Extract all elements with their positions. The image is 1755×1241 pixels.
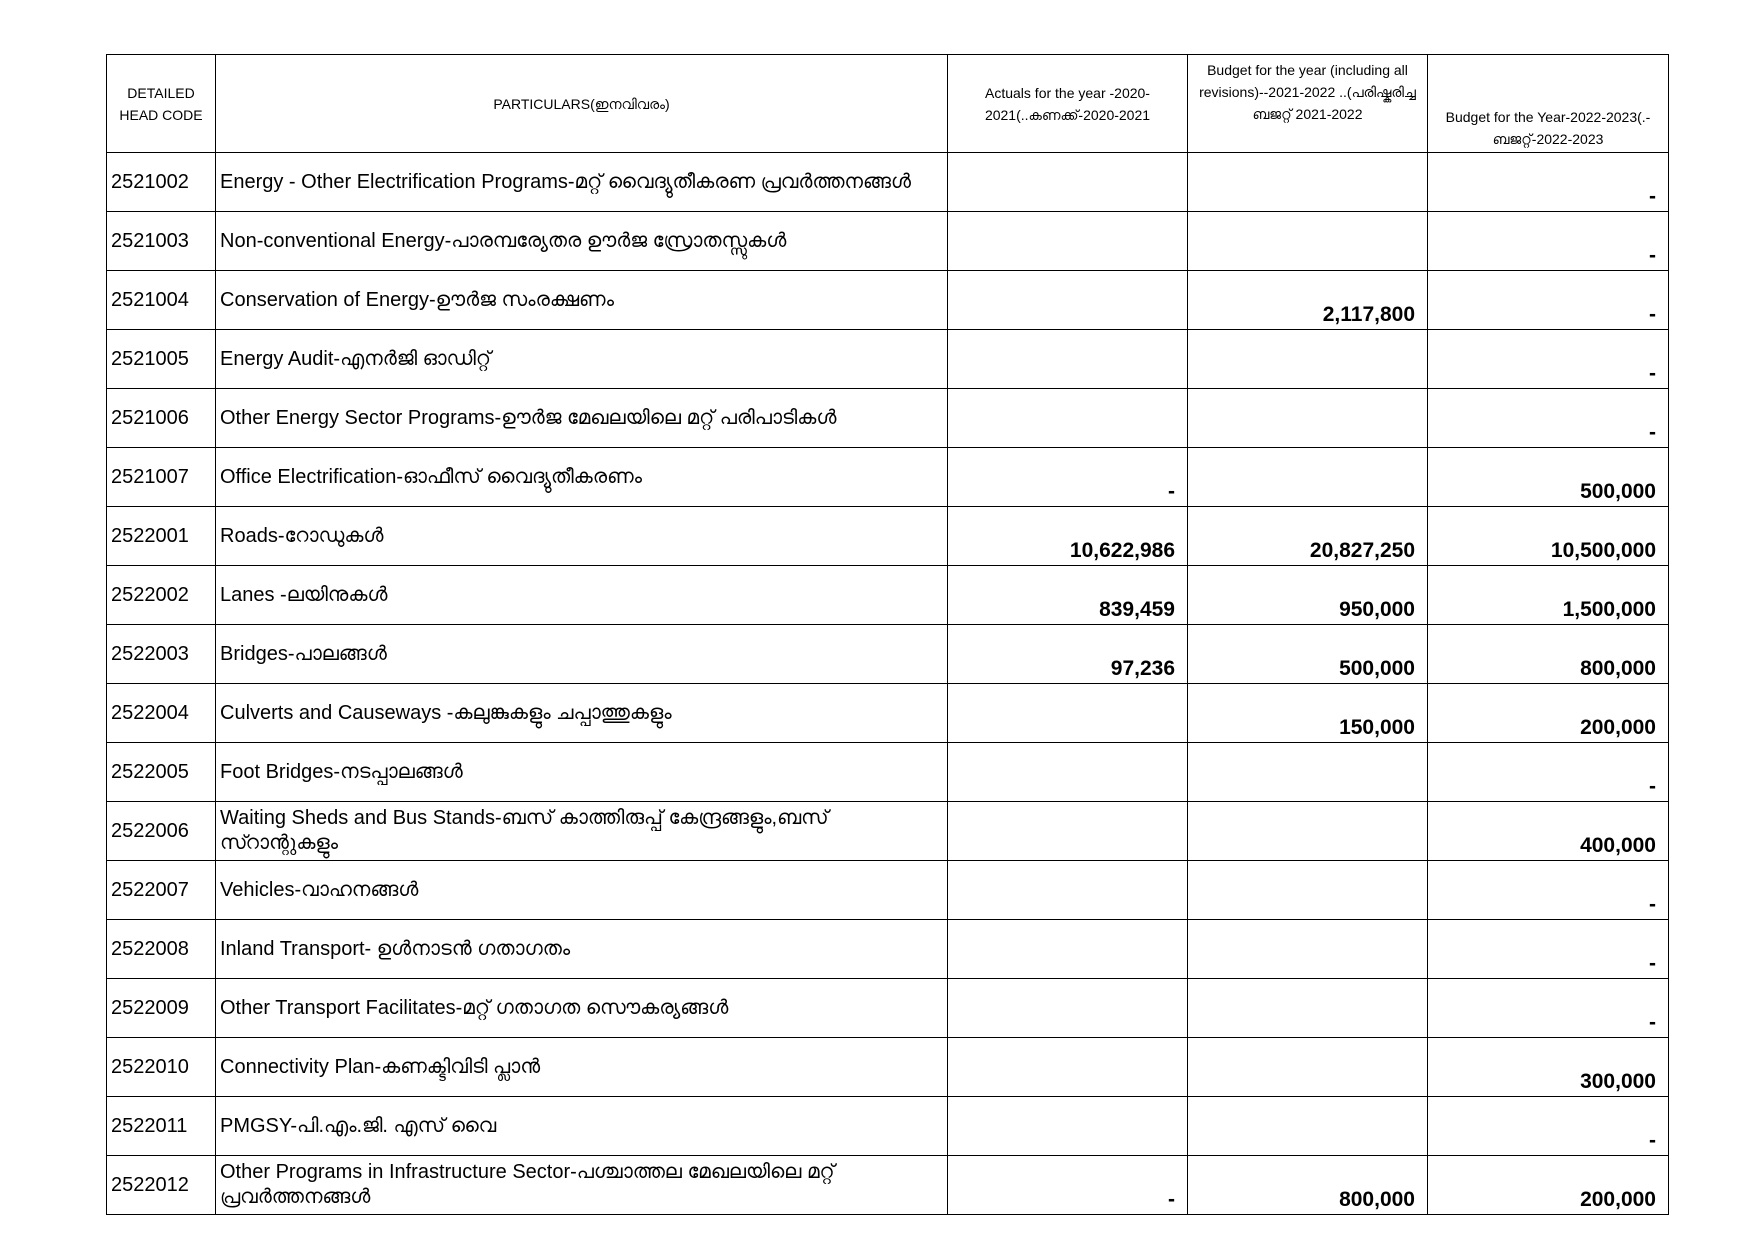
- head-code: 2522008: [107, 920, 216, 979]
- head-code: 2522012: [107, 1156, 216, 1215]
- head-code: 2521002: [107, 153, 216, 212]
- head-code: 2522002: [107, 566, 216, 625]
- table-row: [107, 330, 1669, 389]
- actuals-value: [948, 979, 1188, 1038]
- head-code: 2522003: [107, 625, 216, 684]
- head-code: 2521003: [107, 212, 216, 271]
- head-code: 2522005: [107, 743, 216, 802]
- particulars: Roads-റോഡുകൾ: [216, 507, 948, 566]
- budget-value: 800,000: [1428, 625, 1669, 684]
- budget-value: -: [1428, 153, 1669, 212]
- budget-value: 1,500,000: [1428, 566, 1669, 625]
- head-code: 2521004: [107, 271, 216, 330]
- particulars: Non-conventional Energy-പാരമ്പര്യേതര ഊർജ സ്രോതസ്സുകൾ: [216, 212, 948, 271]
- budget-value: -: [1428, 212, 1669, 271]
- actuals-value: [948, 802, 1188, 861]
- actuals-value: [948, 271, 1188, 330]
- revised-budget-value: [1188, 389, 1428, 448]
- table-row: [107, 1038, 1669, 1097]
- revised-budget-value: [1188, 802, 1428, 861]
- head-code: 2522001: [107, 507, 216, 566]
- head-code: 2522006: [107, 802, 216, 861]
- particulars: Other Transport Facilitates-മറ്റ് ഗതാഗത സൌകര്യങ്ങൾ: [216, 979, 948, 1038]
- budget-value: -: [1428, 389, 1669, 448]
- particulars: Culverts and Causeways -കലുങ്കുകളും ചപ്പാത്തുകളും: [216, 684, 948, 743]
- budget-value: 200,000: [1428, 1156, 1669, 1215]
- revised-budget-value: [1188, 743, 1428, 802]
- budget-value: -: [1428, 1097, 1669, 1156]
- table-row: [107, 625, 1669, 684]
- table-row: [107, 389, 1669, 448]
- header-actuals: Actuals for the year -2020-2021(..കണക്ക്-2020-2021: [948, 55, 1188, 153]
- header-revised-budget: Budget for the year (including all revisions)--2021-2022 ..(പരിഷ്കരിച്ച ബജറ്റ് 2021-2022: [1188, 55, 1428, 153]
- budget-value: 200,000: [1428, 684, 1669, 743]
- head-code: 2522004: [107, 684, 216, 743]
- actuals-value: [948, 153, 1188, 212]
- actuals-value: [948, 1097, 1188, 1156]
- table-row: [107, 448, 1669, 507]
- table-row: [107, 566, 1669, 625]
- particulars: Other Programs in Infrastructure Sector-പശ്ചാത്തല മേഖലയിലെ മറ്റ് പ്രവർത്തനങ്ങൾ: [216, 1156, 948, 1215]
- revised-budget-value: [1188, 861, 1428, 920]
- table-row: [107, 684, 1669, 743]
- actuals-value: [948, 1038, 1188, 1097]
- table-row: [107, 861, 1669, 920]
- table-row: [107, 1097, 1669, 1156]
- head-code: 2522009: [107, 979, 216, 1038]
- particulars: PMGSY-പി.എം.ജി. എസ് വൈ: [216, 1097, 948, 1156]
- revised-budget-value: 2,117,800: [1188, 271, 1428, 330]
- actuals-value: [948, 389, 1188, 448]
- revised-budget-value: [1188, 330, 1428, 389]
- actuals-value: [948, 743, 1188, 802]
- budget-value: -: [1428, 330, 1669, 389]
- budget-value: 500,000: [1428, 448, 1669, 507]
- budget-table: [106, 54, 1669, 1215]
- budget-value: -: [1428, 271, 1669, 330]
- particulars: Bridges-പാലങ്ങൾ: [216, 625, 948, 684]
- head-code: 2521007: [107, 448, 216, 507]
- table-row: [107, 743, 1669, 802]
- table-row: [107, 802, 1669, 861]
- budget-value: 400,000: [1428, 802, 1669, 861]
- revised-budget-value: [1188, 212, 1428, 271]
- actuals-value: -: [948, 1156, 1188, 1215]
- table-row: [107, 212, 1669, 271]
- particulars: Office Electrification-ഓഫീസ് വൈദ്യുതീകരണം: [216, 448, 948, 507]
- particulars: Waiting Sheds and Bus Stands-ബസ് കാത്തിരുപ്പ് കേന്ദ്രങ്ങളും,ബസ് സ്റാന്റുകളും: [216, 802, 948, 861]
- particulars: Energy Audit-എനർജി ഓഡിറ്റ്: [216, 330, 948, 389]
- budget-value: -: [1428, 743, 1669, 802]
- table-row: [107, 920, 1669, 979]
- head-code: 2521006: [107, 389, 216, 448]
- particulars: Vehicles-വാഹനങ്ങൾ: [216, 861, 948, 920]
- header-row: [107, 55, 1669, 153]
- revised-budget-value: [1188, 920, 1428, 979]
- particulars: Energy - Other Electrification Programs-മറ്റ് വൈദ്യുതീകരണ പ്രവർത്തനങ്ങൾ: [216, 153, 948, 212]
- particulars: Lanes -ലയിനുകൾ: [216, 566, 948, 625]
- head-code: 2522007: [107, 861, 216, 920]
- table-row: [107, 1156, 1669, 1215]
- actuals-value: [948, 684, 1188, 743]
- actuals-value: [948, 212, 1188, 271]
- header-budget: Budget for the Year-2022-2023(.-ബജറ്റ്-2022-2023: [1428, 55, 1669, 153]
- particulars: Conservation of Energy-ഊർജ സംരക്ഷണം: [216, 271, 948, 330]
- particulars: Connectivity Plan-കണക്ടിവിടി പ്ലാൻ: [216, 1038, 948, 1097]
- budget-value: -: [1428, 861, 1669, 920]
- revised-budget-value: 150,000: [1188, 684, 1428, 743]
- revised-budget-value: [1188, 1038, 1428, 1097]
- budget-value: -: [1428, 920, 1669, 979]
- actuals-value: 839,459: [948, 566, 1188, 625]
- table-row: [107, 507, 1669, 566]
- head-code: 2522010: [107, 1038, 216, 1097]
- actuals-value: [948, 920, 1188, 979]
- revised-budget-value: 950,000: [1188, 566, 1428, 625]
- budget-value: -: [1428, 979, 1669, 1038]
- table-row: [107, 271, 1669, 330]
- revised-budget-value: [1188, 1097, 1428, 1156]
- budget-value: 10,500,000: [1428, 507, 1669, 566]
- header-code: DETAILED HEAD CODE: [107, 55, 216, 153]
- particulars: Inland Transport- ഉൾനാടൻ ഗതാഗതം: [216, 920, 948, 979]
- revised-budget-value: [1188, 448, 1428, 507]
- particulars: Other Energy Sector Programs-ഊർജ മേഖലയിലെ മറ്റ് പരിപാടികൾ: [216, 389, 948, 448]
- actuals-value: [948, 330, 1188, 389]
- actuals-value: [948, 861, 1188, 920]
- actuals-value: 10,622,986: [948, 507, 1188, 566]
- particulars: Foot Bridges-നടപ്പാലങ്ങൾ: [216, 743, 948, 802]
- revised-budget-value: [1188, 153, 1428, 212]
- table-row: [107, 979, 1669, 1038]
- table-row: [107, 153, 1669, 212]
- revised-budget-value: [1188, 979, 1428, 1038]
- actuals-value: 97,236: [948, 625, 1188, 684]
- actuals-value: -: [948, 448, 1188, 507]
- header-particulars: PARTICULARS(ഇനവിവരം): [216, 55, 948, 153]
- head-code: 2521005: [107, 330, 216, 389]
- budget-value: 300,000: [1428, 1038, 1669, 1097]
- revised-budget-value: 20,827,250: [1188, 507, 1428, 566]
- head-code: 2522011: [107, 1097, 216, 1156]
- revised-budget-value: 800,000: [1188, 1156, 1428, 1215]
- revised-budget-value: 500,000: [1188, 625, 1428, 684]
